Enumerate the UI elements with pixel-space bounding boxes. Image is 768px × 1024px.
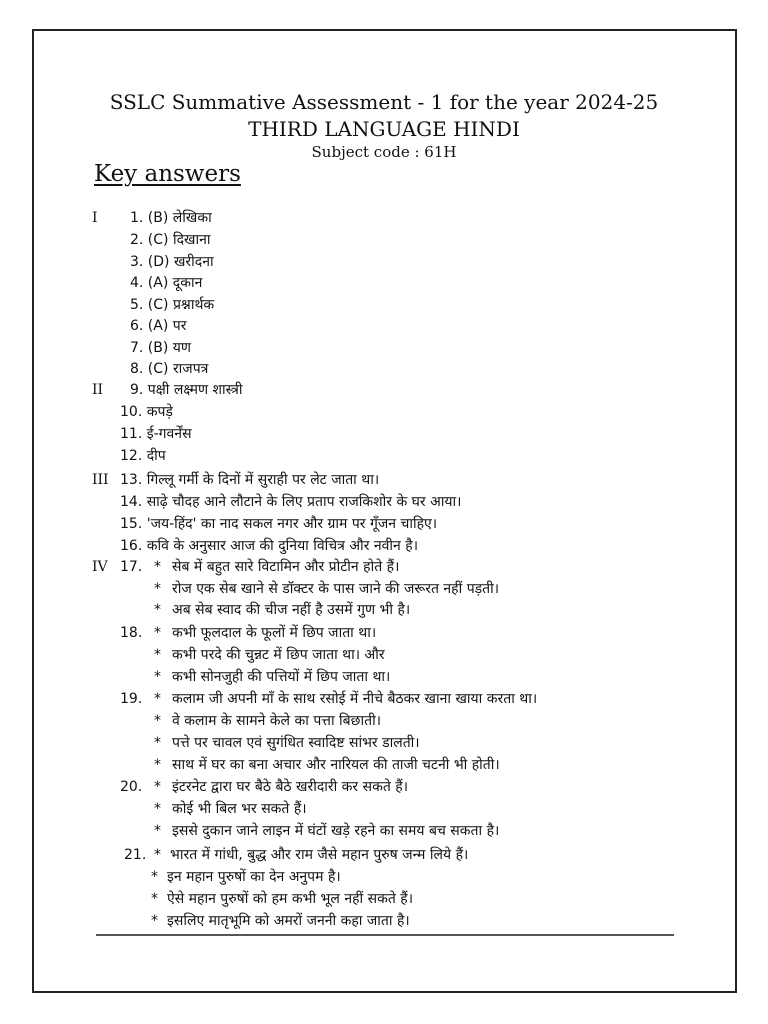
bullet: *: [154, 735, 161, 751]
answer-line: 15. 'जय-हिंद' का नाद सकल नगर और ग्राम पर गूँजन चाहिए।: [120, 516, 438, 532]
answer-point: अब सेब स्वाद की चीज नहीं है उसमें गुण भी है।: [172, 602, 411, 618]
answer-point: रोज एक सेब खाने से डॉक्टर के पास जाने की जरूरत नहीं पड़ती।: [172, 581, 500, 597]
answer-point: इससे दुकान जाने लाइन में घंटों खड़े रहने का समय बच सकता है।: [172, 823, 500, 839]
answer-point: कोई भी बिल भर सकते हैं।: [172, 801, 307, 817]
section-marker-3: III: [92, 472, 109, 488]
question-number: 21.: [124, 847, 147, 863]
answer-point: कभी परदे की चुन्नट में छिप जाता था। और: [172, 647, 385, 663]
answer-point: कलाम जी अपनी माँ के साथ रसोई में नीचे बैठकर खाना खाया करता था।: [172, 691, 538, 707]
answer-line: 6. (A) पर: [130, 318, 187, 334]
answer-line: 12. दीप: [120, 448, 166, 464]
answer-line: 10. कपड़े: [120, 404, 173, 420]
answer-point: साथ में घर का बना अचार और नारियल की ताजी चटनी भी होती।: [172, 757, 500, 773]
key-answers-heading: Key answers: [94, 161, 241, 187]
bullet: *: [154, 602, 161, 618]
bullet: *: [154, 847, 161, 863]
answer-line: 2. (C) दिखाना: [130, 232, 211, 248]
bullet: *: [151, 913, 158, 929]
subject-code: Subject code : 61H: [311, 143, 457, 161]
bullet: *: [154, 779, 161, 795]
document-title: SSLC Summative Assessment - 1 for the year 2024-25: [109, 90, 659, 114]
bullet: *: [154, 625, 161, 641]
answer-point: सेब में बहुत सारे विटामिन और प्रोटीन होते हैं।: [172, 559, 400, 575]
footer-rule: [96, 934, 674, 936]
answer-point: कभी फूलदाल के फूलों में छिप जाता था।: [172, 625, 377, 641]
question-number: 18.: [120, 625, 143, 641]
answer-line: 14. साढ़े चौदह आने लौटाने के लिए प्रताप राजकिशोर के घर आया।: [120, 494, 462, 510]
subject-title: THIRD LANGUAGE HINDI: [248, 117, 520, 141]
bullet: *: [151, 869, 158, 885]
section-marker-4: IV: [92, 559, 108, 575]
answer-point: इसलिए मातृभूमि को अमरों जननी कहा जाता है।: [167, 913, 410, 929]
answer-point: वे कलाम के सामने केले का पत्ता बिछाती।: [172, 713, 382, 729]
answer-point: भारत में गांधी, बुद्ध और राम जैसे महान पुरुष जन्म लिये हैं।: [170, 847, 469, 863]
answer-point: कभी सोनजुही की पत्तियों में छिप जाता था।: [172, 669, 391, 685]
answer-line: 16. कवि के अनुसार आज की दुनिया विचित्र और नवीन है।: [120, 538, 419, 554]
answer-line: 5. (C) प्रश्नार्थक: [130, 297, 215, 313]
answer-line: 4. (A) दूकान: [130, 275, 203, 291]
answer-point: इन महान पुरुषों का देन अनुपम है।: [167, 869, 341, 885]
bullet: *: [154, 647, 161, 663]
question-number: 19.: [120, 691, 143, 707]
bullet: *: [154, 713, 161, 729]
section-marker-1: I: [92, 210, 98, 226]
answer-point: पत्ते पर चावल एवं सुगंधित स्वादिष्ट सांभर डालती।: [172, 735, 420, 751]
bullet: *: [154, 757, 161, 773]
answer-line: 13. गिल्लू गर्मी के दिनों में सुराही पर लेट जाता था।: [120, 472, 380, 488]
bullet: *: [154, 823, 161, 839]
answer-line: 9. पक्षी लक्ष्मण शास्त्री: [130, 382, 243, 398]
question-number: 17.: [120, 559, 143, 575]
answer-line: 8. (C) राजपत्र: [130, 361, 209, 377]
bullet: *: [154, 691, 161, 707]
section-marker-2: II: [92, 382, 104, 398]
bullet: *: [154, 581, 161, 597]
answer-point: इंटरनेट द्वारा घर बैठे बैठे खरीदारी कर सकते हैं।: [172, 779, 408, 795]
bullet: *: [151, 891, 158, 907]
bullet: *: [154, 559, 161, 575]
answer-line: 3. (D) खरीदना: [130, 254, 214, 270]
answer-line: 7. (B) यण: [130, 340, 192, 356]
answer-point: ऐसे महान पुरुषों को हम कभी भूल नहीं सकते हैं।: [167, 891, 414, 907]
question-number: 20.: [120, 779, 143, 795]
answer-line: 1. (B) लेखिका: [130, 210, 212, 226]
answer-line: 11. ई-गवर्नेंस: [120, 426, 192, 442]
bullet: *: [154, 669, 161, 685]
bullet: *: [154, 801, 161, 817]
